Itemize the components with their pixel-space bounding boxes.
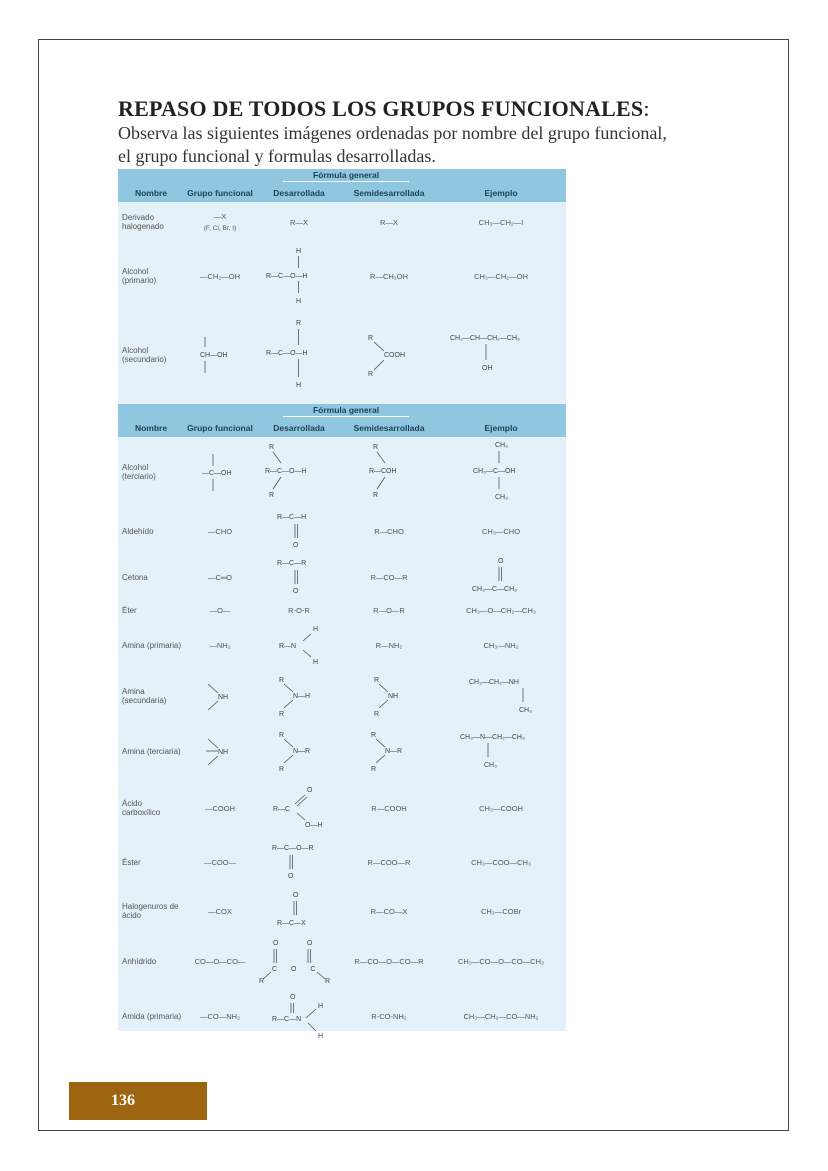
row-semi: R—X bbox=[380, 217, 398, 227]
row-name: Ácido carboxílico bbox=[122, 799, 161, 817]
row-group: CO—O—CO— bbox=[194, 956, 246, 966]
col-header-developed: Desarrollada bbox=[256, 418, 342, 437]
row-name: Cetona bbox=[122, 572, 148, 582]
svg-text:CH₃—C—CH₃: CH₃—C—CH₃ bbox=[472, 586, 517, 593]
row-semi: R—CO—X bbox=[370, 906, 408, 916]
row-developed bbox=[256, 935, 342, 987]
row-name: Alcohol (secundario) bbox=[122, 346, 167, 364]
table-row bbox=[118, 202, 566, 242]
svg-text:NH: NH bbox=[218, 749, 229, 756]
table-row bbox=[118, 887, 566, 935]
semi-structure-diagram bbox=[357, 441, 421, 503]
row-developed bbox=[256, 507, 342, 555]
svg-text:R: R bbox=[371, 766, 377, 773]
col-header-name: Nombre bbox=[118, 183, 184, 202]
table-row bbox=[118, 935, 566, 987]
functional-groups-table-1 bbox=[118, 169, 566, 410]
col-header-group: Grupo funcional bbox=[184, 418, 256, 437]
row-example: CH₃—COO—CH₃ bbox=[471, 857, 531, 867]
svg-text:R: R bbox=[371, 732, 377, 739]
svg-text:H: H bbox=[318, 1003, 324, 1010]
developed-structure-diagram bbox=[259, 937, 339, 985]
row-example: CH₃—CH₂—CO—NH₂ bbox=[463, 1011, 539, 1021]
svg-text:O: O bbox=[293, 542, 299, 549]
svg-text:R: R bbox=[325, 978, 331, 985]
row-developed bbox=[256, 621, 342, 669]
row-group: —COX bbox=[208, 906, 232, 916]
example-structure-diagram bbox=[461, 439, 541, 505]
svg-text:COH: COH bbox=[381, 468, 397, 475]
table-row bbox=[118, 621, 566, 669]
svg-text:H: H bbox=[313, 626, 319, 633]
col-header-example: Ejemplo bbox=[436, 183, 566, 202]
row-example bbox=[436, 723, 566, 779]
page-number: 136 bbox=[111, 1092, 135, 1109]
row-semi: R—NH₂ bbox=[375, 640, 403, 650]
example-structure-diagram bbox=[456, 729, 546, 773]
svg-text:R—C—O—H: R—C—O—H bbox=[265, 468, 307, 475]
svg-text:R—C—H: R—C—H bbox=[277, 514, 307, 521]
svg-text:C O C: C O C bbox=[272, 966, 322, 973]
svg-text:H: H bbox=[318, 1033, 324, 1040]
row-developed: R—X bbox=[290, 217, 308, 227]
svg-text:R—C—O—H: R—C—O—H bbox=[266, 273, 308, 280]
row-developed bbox=[256, 837, 342, 887]
row-example: CH₃—COBr bbox=[480, 906, 522, 916]
row-semi bbox=[342, 310, 436, 400]
row-example bbox=[436, 437, 566, 507]
example-structure-diagram bbox=[461, 674, 541, 718]
developed-structure-diagram bbox=[269, 623, 329, 667]
developed-structure-diagram bbox=[269, 555, 329, 599]
svg-text:R: R bbox=[373, 492, 379, 499]
row-name: Éster bbox=[122, 857, 141, 867]
row-group: —NH₂ bbox=[209, 640, 231, 650]
row-developed bbox=[256, 987, 342, 1045]
table-row bbox=[118, 242, 566, 310]
svg-text:NH: NH bbox=[218, 694, 229, 701]
developed-structure-diagram bbox=[269, 784, 329, 832]
svg-text:CH₃—CH₂—NH: CH₃—CH₂—NH bbox=[469, 679, 519, 686]
row-example bbox=[436, 669, 566, 723]
row-semi: R—CHO bbox=[374, 526, 404, 536]
row-group bbox=[184, 310, 256, 400]
svg-text:CH₃—C—OH: CH₃—C—OH bbox=[473, 468, 516, 475]
col-header-example: Ejemplo bbox=[436, 418, 566, 437]
row-group bbox=[184, 669, 256, 723]
row-name: Anhídrido bbox=[122, 956, 157, 966]
row-semi: R—CO—R bbox=[370, 572, 408, 582]
row-group: —X (F, Cl, Br, I) bbox=[203, 212, 237, 232]
row-group: —CO—NH₂ bbox=[200, 1011, 240, 1021]
table-row bbox=[118, 779, 566, 837]
row-example bbox=[436, 555, 566, 599]
svg-text:H: H bbox=[313, 659, 319, 666]
row-name: Alcohol (terciario) bbox=[122, 463, 156, 481]
col-header-semi: Semidesarrollada bbox=[342, 183, 436, 202]
svg-text:CH₃: CH₃ bbox=[495, 494, 508, 501]
row-developed bbox=[256, 310, 342, 400]
svg-text:CH₃: CH₃ bbox=[495, 442, 508, 449]
row-example: CH₃—COOH bbox=[479, 803, 523, 813]
svg-text:H: H bbox=[296, 382, 302, 389]
row-name: Alcohol (primario) bbox=[122, 267, 157, 285]
row-semi bbox=[342, 669, 436, 723]
svg-text:NH: NH bbox=[388, 693, 399, 700]
row-developed bbox=[256, 242, 342, 310]
row-developed bbox=[256, 779, 342, 837]
row-group: —COOH bbox=[205, 803, 235, 813]
svg-text:O—H: O—H bbox=[305, 822, 323, 829]
formula-group-header: Fórmula general bbox=[256, 404, 436, 418]
svg-text:R: R bbox=[279, 766, 285, 773]
row-semi bbox=[342, 723, 436, 779]
row-name: Halogenuros de ácido bbox=[122, 902, 179, 920]
developed-structure-diagram bbox=[264, 245, 334, 307]
svg-text:O: O bbox=[498, 558, 504, 565]
col-header-group: Grupo funcional bbox=[184, 183, 256, 202]
group-structure-diagram bbox=[192, 450, 248, 494]
svg-text:R: R bbox=[279, 711, 285, 718]
row-semi bbox=[342, 437, 436, 507]
col-header-semi: Semidesarrollada bbox=[342, 418, 436, 437]
table-row bbox=[118, 555, 566, 599]
svg-text:O: O bbox=[288, 873, 294, 880]
table-row bbox=[118, 723, 566, 779]
row-semi: R—COOH bbox=[371, 803, 407, 813]
row-example bbox=[436, 310, 566, 400]
row-example: CH₃—NH₂ bbox=[483, 640, 519, 650]
table-row bbox=[118, 987, 566, 1045]
svg-text:CH—OH: CH—OH bbox=[200, 352, 228, 359]
svg-text:O: O bbox=[293, 588, 299, 595]
row-developed bbox=[256, 437, 342, 507]
row-group: —O— bbox=[209, 605, 231, 615]
developed-structure-diagram bbox=[269, 509, 329, 553]
row-name: Éter bbox=[122, 605, 137, 615]
row-semi: R—COO—R bbox=[367, 857, 411, 867]
row-group bbox=[184, 437, 256, 507]
table-row bbox=[118, 507, 566, 555]
row-developed bbox=[256, 723, 342, 779]
svg-text:R: R bbox=[374, 711, 380, 718]
table-row bbox=[118, 837, 566, 887]
svg-text:R: R bbox=[373, 444, 379, 451]
svg-text:H: H bbox=[296, 248, 302, 255]
row-example: CH₃—CO—O—CO—CH₃ bbox=[457, 956, 545, 966]
semi-structure-diagram bbox=[354, 330, 424, 380]
svg-text:H: H bbox=[296, 298, 302, 305]
row-example: CH₃—CH₂—OH bbox=[474, 271, 528, 281]
functional-groups-table-2 bbox=[118, 404, 566, 1040]
svg-text:CH₃: CH₃ bbox=[484, 762, 497, 769]
row-semi: R—CH₂OH bbox=[370, 271, 408, 281]
row-group bbox=[184, 723, 256, 779]
svg-text:R—C—X: R—C—X bbox=[277, 920, 306, 927]
table-row bbox=[118, 437, 566, 507]
svg-text:N—R: N—R bbox=[385, 748, 403, 755]
svg-text:CH₃—CH—CH₂—CH₃: CH₃—CH—CH₂—CH₃ bbox=[450, 335, 520, 342]
example-structure-diagram bbox=[446, 330, 556, 380]
table-row bbox=[118, 669, 566, 723]
svg-text:O: O bbox=[307, 787, 313, 794]
row-name: Amina (secundaria) bbox=[122, 687, 167, 705]
row-developed: R-O-R bbox=[288, 605, 310, 615]
svg-text:R—C—O—R: R—C—O—R bbox=[272, 845, 314, 852]
developed-structure-diagram bbox=[271, 729, 327, 773]
svg-text:R: R bbox=[279, 677, 285, 684]
row-developed bbox=[256, 887, 342, 935]
intro-text: Observa las siguientes imágenes ordenadas por nombre del grupo funcional, el grupo funcional y formulas desarrolladas. bbox=[118, 123, 667, 166]
row-example: CH₃—CH₂—I bbox=[478, 217, 524, 227]
svg-text:OH: OH bbox=[482, 365, 493, 372]
svg-text:R: R bbox=[279, 732, 285, 739]
semi-structure-diagram bbox=[364, 674, 414, 718]
svg-text:O: O bbox=[293, 892, 299, 899]
row-example: CH₃—O—CH₂—CH₃ bbox=[466, 605, 536, 615]
svg-text:R—C—N: R—C—N bbox=[272, 1016, 302, 1023]
svg-text:COOH: COOH bbox=[384, 352, 405, 359]
developed-structure-diagram bbox=[269, 889, 329, 933]
svg-text:O: O bbox=[273, 940, 279, 947]
svg-text:N—H: N—H bbox=[293, 693, 311, 700]
page-title: REPASO DE TODOS LOS GRUPOS FUNCIONALES: bbox=[118, 96, 650, 121]
row-name: Amina (primaria) bbox=[122, 640, 182, 650]
row-group: —CHO bbox=[207, 526, 233, 536]
page-number-box bbox=[69, 1082, 207, 1120]
svg-text:CH₃: CH₃ bbox=[519, 707, 532, 714]
svg-text:R: R bbox=[259, 978, 265, 985]
example-structure-diagram bbox=[466, 555, 536, 599]
developed-structure-diagram bbox=[271, 674, 327, 718]
row-name: Aldehído bbox=[122, 526, 154, 536]
developed-structure-diagram bbox=[263, 441, 335, 503]
group-structure-diagram bbox=[192, 333, 248, 377]
group-structure-diagram bbox=[200, 676, 240, 716]
col-header-name: Nombre bbox=[118, 418, 184, 437]
svg-text:R—C—R: R—C—R bbox=[277, 560, 307, 567]
svg-text:N—R: N—R bbox=[293, 748, 311, 755]
semi-structure-diagram bbox=[361, 729, 417, 773]
developed-structure-diagram bbox=[268, 840, 330, 884]
svg-text:R: R bbox=[368, 335, 374, 342]
row-semi: R—O—R bbox=[373, 605, 405, 615]
row-developed bbox=[256, 555, 342, 599]
svg-text:R—C—O—H: R—C—O—H bbox=[266, 350, 308, 357]
svg-text:O: O bbox=[290, 994, 296, 1001]
formula-group-header: Fórmula general bbox=[256, 169, 436, 183]
row-semi: R—CO—O—CO—R bbox=[354, 956, 424, 966]
svg-text:R: R bbox=[269, 444, 275, 451]
row-group: —COO— bbox=[203, 857, 237, 867]
developed-structure-diagram bbox=[266, 991, 332, 1041]
table-row bbox=[118, 310, 566, 400]
svg-text:R: R bbox=[269, 492, 275, 499]
svg-text:R—: R— bbox=[369, 468, 382, 475]
row-name: Amina (terciaria) bbox=[122, 746, 181, 756]
svg-text:R—C: R—C bbox=[273, 806, 291, 813]
svg-text:O: O bbox=[307, 940, 313, 947]
row-name: Amida (primaria) bbox=[122, 1011, 182, 1021]
row-semi: R-CO-NH₂ bbox=[371, 1011, 407, 1021]
table-row bbox=[118, 599, 566, 621]
group-structure-diagram bbox=[200, 731, 240, 771]
col-header-developed: Desarrollada bbox=[256, 183, 342, 202]
row-name: Derivado halogenado bbox=[122, 213, 164, 231]
row-group: —C═O bbox=[207, 572, 233, 582]
svg-text:R—N: R—N bbox=[279, 643, 297, 650]
row-example: CH₃—CHO bbox=[481, 526, 521, 536]
svg-text:R: R bbox=[368, 371, 374, 378]
svg-text:R: R bbox=[296, 320, 302, 327]
svg-text:—C—OH: —C—OH bbox=[202, 470, 232, 477]
developed-structure-diagram bbox=[264, 317, 334, 393]
row-group: —CH₂—OH bbox=[200, 271, 240, 281]
svg-text:CH₃—N—CH₂—CH₃: CH₃—N—CH₂—CH₃ bbox=[460, 734, 525, 741]
row-developed bbox=[256, 669, 342, 723]
svg-text:R: R bbox=[374, 677, 380, 684]
